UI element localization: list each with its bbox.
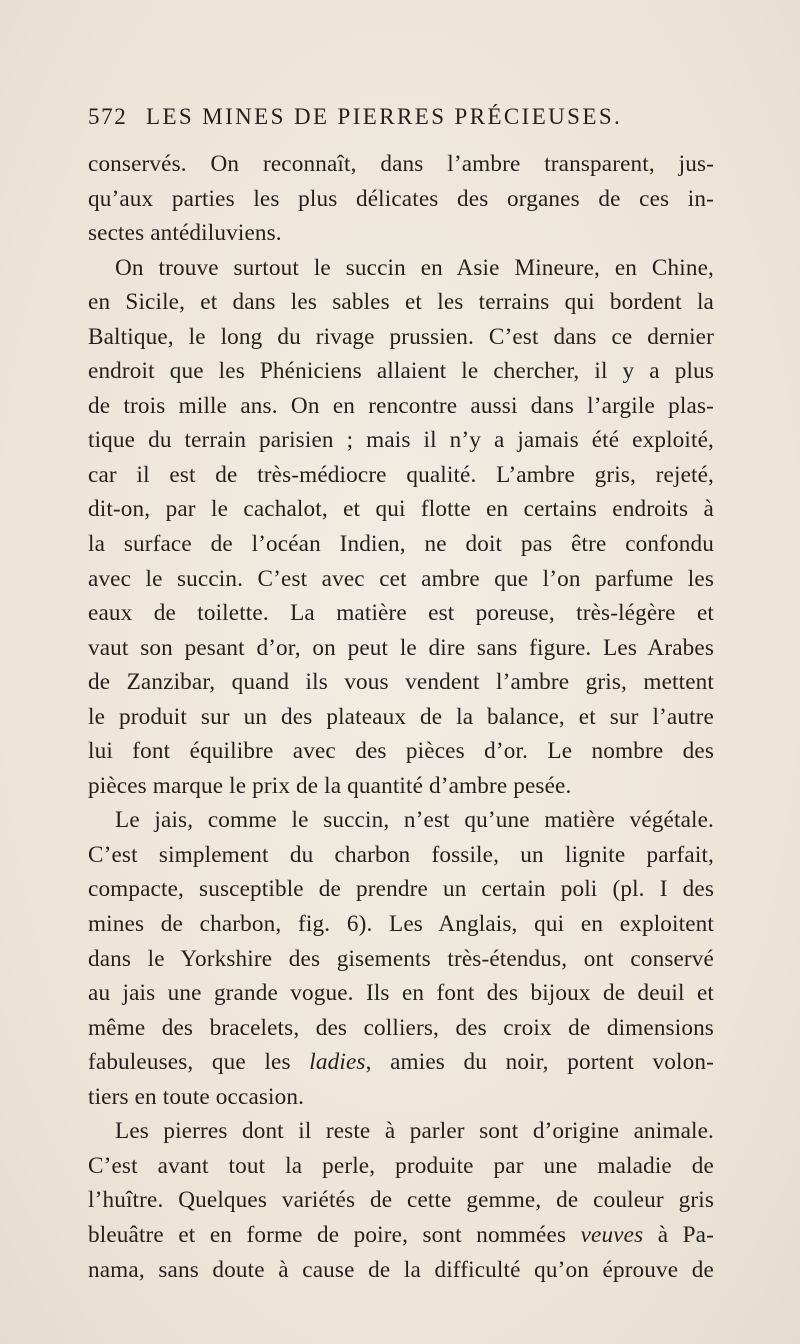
paragraph-start-line: Le jais, comme le succin, n’est qu’une matière végétale.: [115, 807, 714, 834]
text-line: C’est simplement du charbon fossile, un lignite parfait,: [88, 841, 714, 868]
text-line: avec le succin. C’est avec cet ambre que l’on parfume les: [88, 565, 714, 592]
text-line: conservés. On reconnaît, dans l’ambre transparent, jus-: [88, 151, 714, 177]
text-line: mines de charbon, fig. 6). Les Anglais, qui en exploitent: [88, 911, 714, 938]
text-line: car il est de très-médiocre qualité. L’ambre gris, rejeté,: [88, 461, 714, 488]
italic-term-ladies: ladies: [309, 1049, 366, 1076]
text-line: C’est avant tout la perle, produite par une maladie de: [88, 1152, 714, 1179]
text-segment: bleuâtre et en forme de poire, sont nommées: [88, 1221, 581, 1248]
text-line: tique du terrain parisien ; mais il n’y a jamais été exploité,: [88, 427, 714, 454]
page-number: 572: [88, 104, 128, 129]
text-line: Baltique, le long du rivage prussien. C’est dans ce dernier: [88, 323, 714, 350]
text-line: de Zanzibar, quand ils vous vendent l’ambre gris, mettent: [88, 669, 714, 696]
text-line: dit-on, par le cachalot, et qui flotte en certains endroits à: [88, 496, 714, 523]
text-line: même des bracelets, des colliers, des croix de dimensions: [88, 1014, 714, 1041]
body-text: [88, 147, 714, 1287]
text-line-with-italic: [88, 1218, 714, 1253]
text-line: vaut son pesant d’or, on peut le dire sans figure. Les Arabes: [88, 634, 714, 661]
text-segment: , amies du noir, portent volon-: [365, 1049, 714, 1076]
text-line: tiers en toute occasion.: [88, 1083, 305, 1110]
text-line: de trois mille ans. On en rencontre aussi dans l’argile plas-: [88, 392, 714, 419]
text-line-with-italic: [88, 1045, 714, 1080]
text-line: qu’aux parties les plus délicates des organes de ces in-: [88, 185, 714, 212]
italic-term-veuves: veuves: [580, 1221, 644, 1248]
text-line: en Sicile, et dans les sables et les terrains qui bordent la: [88, 289, 714, 316]
page-header: [88, 104, 688, 140]
text-segment: à Pa-: [643, 1221, 714, 1248]
text-line: dans le Yorkshire des gisements très-étendus, ont conservé: [88, 945, 714, 972]
paragraph-start-line: Les pierres dont il reste à parler sont d’origine animale.: [115, 1118, 714, 1145]
running-title: LES MINES DE PIERRES PRÉCIEUSES.: [146, 104, 623, 129]
paragraph-start-line: On trouve surtout le succin en Asie Mineure, en Chine,: [115, 254, 714, 281]
text-line: eaux de toilette. La matière est poreuse, très-légère et: [88, 600, 714, 627]
text-line: lui font équilibre avec des pièces d’or. Le nombre des: [88, 738, 714, 765]
text-line: au jais une grande vogue. Ils en font des bijoux de deuil et: [88, 980, 714, 1007]
text-line: l’huître. Quelques variétés de cette gemme, de couleur gris: [88, 1187, 714, 1214]
text-line: le produit sur un des plateaux de la balance, et sur l’autre: [88, 703, 714, 730]
text-line: sectes antédiluviens.: [88, 220, 282, 247]
text-line: endroit que les Phéniciens allaient le chercher, il y a plus: [88, 358, 714, 385]
text-line: la surface de l’océan Indien, ne doit pas être confondu: [88, 531, 714, 558]
text-segment: fabuleuses, que les: [88, 1049, 310, 1076]
text-line: compacte, susceptible de prendre un certain poli (pl. I des: [88, 876, 714, 903]
text-line: pièces marque le prix de la quantité d’ambre pesée.: [88, 772, 572, 799]
text-line: nama, sans doute à cause de la difficulté qu’on éprouve de: [88, 1256, 714, 1283]
